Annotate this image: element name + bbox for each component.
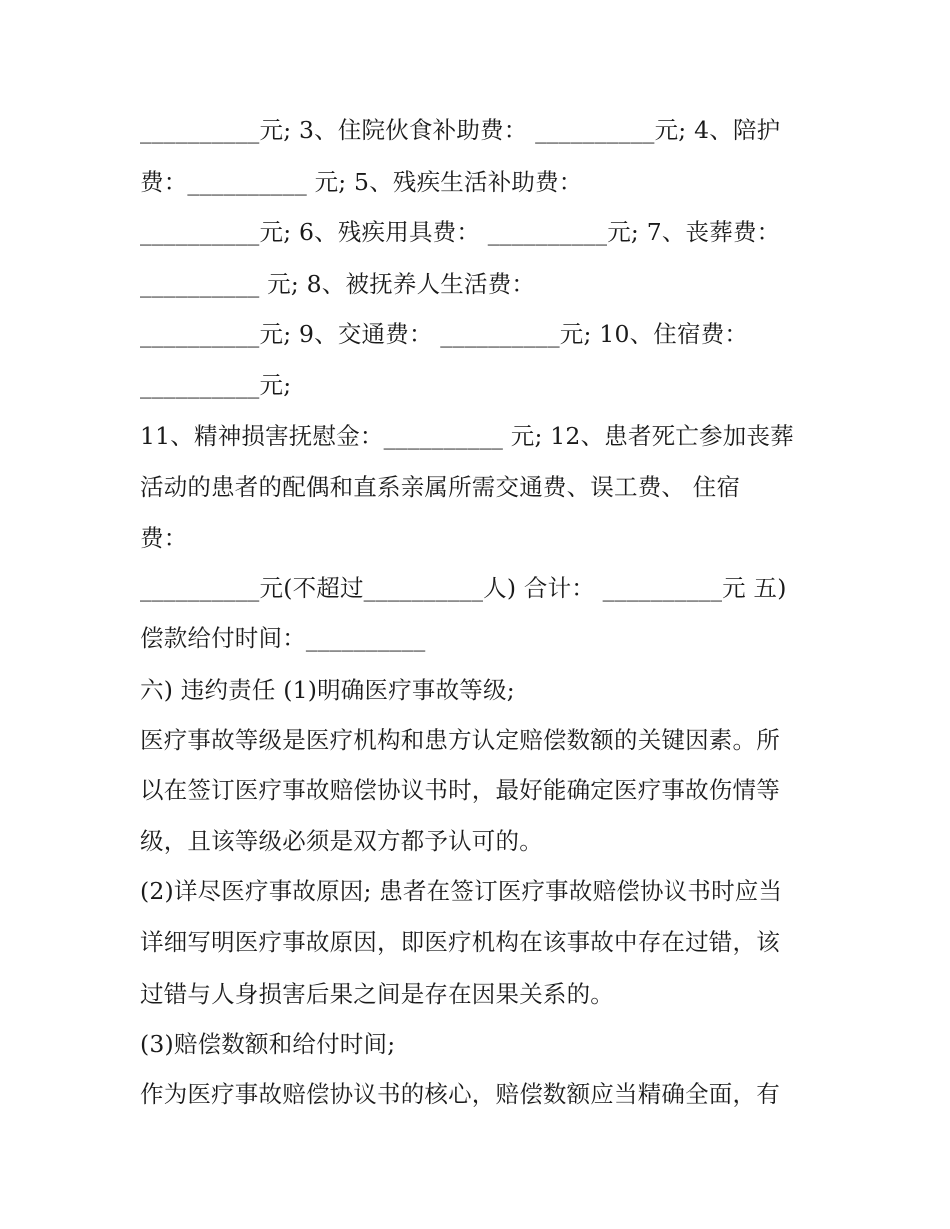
- text-line: 医疗事故等级是医疗机构和患方认定赔偿数额的关键因素。所: [140, 726, 780, 754]
- text-line: (3)赔偿数额和给付时间;: [140, 1030, 396, 1058]
- text-line: 过错与人身损害后果之间是存在因果关系的。: [140, 980, 614, 1008]
- text-line: (2)详尽医疗事故原因; 患者在签订医疗事故赔偿协议书时应当: [140, 877, 783, 905]
- text-line: 活动的患者的配偶和直系亲属所需交通费、误工费、 住宿: [140, 473, 741, 501]
- text-line: __________元; 3、住院伙食补助费： __________元; 4、陪护: [140, 116, 781, 144]
- text-line: 费：__________ 元; 5、残疾生活补助费：: [140, 168, 583, 196]
- text-line: 级，且该等级必须是双方都予认可的。: [140, 827, 543, 855]
- text-line: 费：: [140, 524, 188, 552]
- text-line: __________元;: [140, 371, 292, 399]
- text-line: __________元(不超过__________人) 合计： __________元 五): [140, 574, 787, 602]
- text-line: __________元; 9、交通费： __________元; 10、住宿费：: [140, 320, 749, 348]
- text-line: 六) 违约责任 (1)明确医疗事故等级;: [140, 676, 515, 704]
- text-line: 以在签订医疗事故赔偿协议书时，最好能确定医疗事故伤情等: [140, 776, 780, 804]
- text-line: 详细写明医疗事故原因，即医疗机构在该事故中存在过错，该: [140, 928, 780, 956]
- text-line: 偿款给付时间：__________: [140, 624, 426, 652]
- text-line: 作为医疗事故赔偿协议书的核心，赔偿数额应当精确全面，有: [140, 1080, 780, 1108]
- text-line: __________元; 6、残疾用具费： __________元; 7、丧葬费：: [140, 218, 781, 246]
- text-line: 11、精神损害抚慰金：__________ 元; 12、患者死亡参加丧葬: [140, 422, 794, 450]
- text-line: __________ 元; 8、被抚养人生活费：: [140, 270, 536, 298]
